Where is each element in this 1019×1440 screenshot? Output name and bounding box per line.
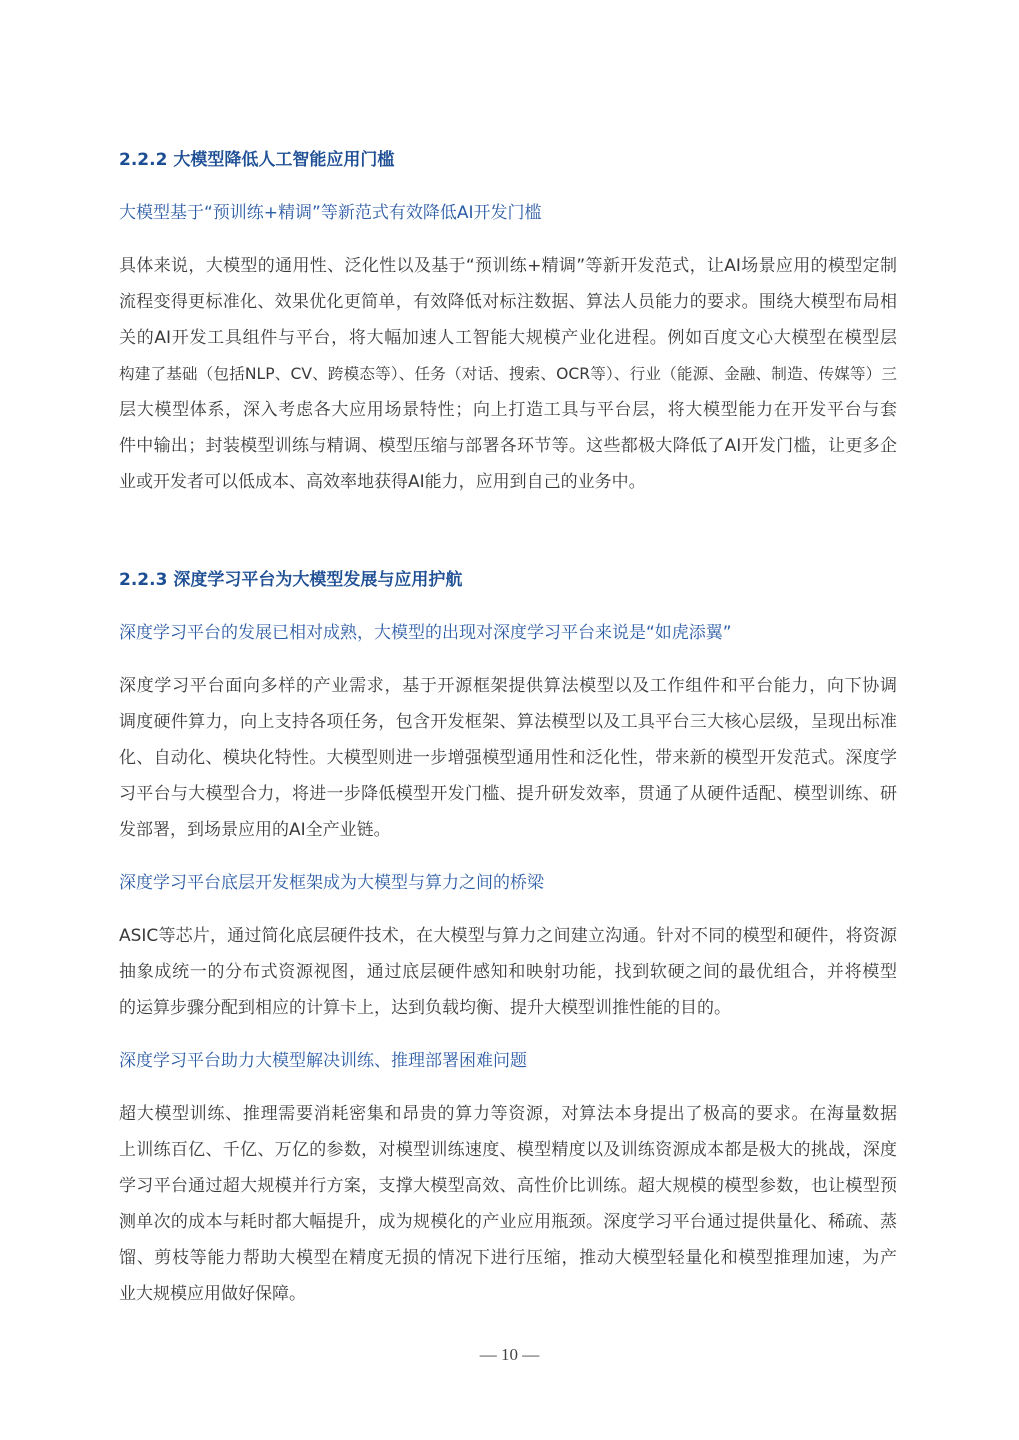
paragraph-line: 业或开发者可以低成本、高效率地获得AI能力，应用到自己的业务中。 xyxy=(119,472,646,492)
subheading: 大模型基于“预训练+精调”等新范式有效降低AI开发门槛 xyxy=(119,203,542,223)
paragraph-line: 馏、剪枝等能力帮助大模型在精度无损的情况下进行压缩，推动大模型轻量化和模型推理加速，为产 xyxy=(119,1248,897,1268)
section-2-2-3 xyxy=(119,562,897,1312)
paragraph-line: 调度硬件算力，向上支持各项任务，包含开发框架、算法模型以及工具平台三大核心层级，呈现出标准 xyxy=(119,712,897,732)
subheading: 深度学习平台底层开发框架成为大模型与算力之间的桥梁 xyxy=(119,873,544,893)
paragraph-line: 超大模型训练、推理需要消耗密集和昂贵的算力等资源，对算法本身提出了极高的要求。在海量数据 xyxy=(119,1104,897,1124)
topic-block xyxy=(119,1043,897,1312)
paragraph-line: 业大规模应用做好保障。 xyxy=(119,1284,306,1304)
paragraph-line: 层大模型体系，深入考虑各大应用场景特性；向上打造工具与平台层，将大模型能力在开发平台与套 xyxy=(119,400,897,420)
subheading: 深度学习平台的发展已相对成熟，大模型的出现对深度学习平台来说是“如虎添翼” xyxy=(119,623,732,643)
topic-block xyxy=(119,615,897,848)
paragraph-line: 深度学习平台面向多样的产业需求，基于开源框架提供算法模型以及工作组件和平台能力，向下协调 xyxy=(119,676,897,696)
paragraph-line: 流程变得更标准化、效果优化更简单，有效降低对标注数据、算法人员能力的要求。围绕大模型布局相 xyxy=(119,292,897,312)
paragraph-line: 件中输出；封装模型训练与精调、模型压缩与部署各环节等。这些都极大降低了AI开发门槛，让更多企 xyxy=(119,436,897,456)
topic-block xyxy=(119,195,897,500)
page-content xyxy=(119,142,897,1312)
paragraph-line: 习平台与大模型合力，将进一步降低模型开发门槛、提升研发效率，贯通了从硬件适配、模型训练、研 xyxy=(119,784,897,804)
paragraph-line: 的运算步骤分配到相应的计算卡上，达到负载均衡、提升大模型训推性能的目的。 xyxy=(119,998,731,1018)
section-heading: 2.2.3 深度学习平台为大模型发展与应用护航 xyxy=(119,570,463,590)
paragraph-line: 测单次的成本与耗时都大幅提升，成为规模化的产业应用瓶颈。深度学习平台通过提供量化、稀疏、蒸 xyxy=(119,1212,897,1232)
section-heading: 2.2.2 大模型降低人工智能应用门槛 xyxy=(119,150,395,170)
paragraph-line: 发部署，到场景应用的AI全产业链。 xyxy=(119,820,391,840)
paragraph xyxy=(119,668,897,848)
subheading: 深度学习平台助力大模型解决训练、推理部署困难问题 xyxy=(119,1051,527,1071)
paragraph-line: 抽象成统一的分布式资源视图，通过底层硬件感知和映射功能，找到软硬之间的最优组合，并将模型 xyxy=(119,962,897,982)
paragraph xyxy=(119,1096,897,1312)
topic-block xyxy=(119,865,897,1026)
paragraph-line: ASIC等芯片，通过简化底层硬件技术，在大模型与算力之间建立沟通。针对不同的模型和硬件，将资源 xyxy=(119,926,897,946)
paragraph-line: 具体来说，大模型的通用性、泛化性以及基于“预训练+精调”等新开发范式，让AI场景应用的模型定制 xyxy=(119,256,897,276)
section-2-2-2 xyxy=(119,142,897,500)
page-number: — 10 — xyxy=(479,1345,540,1364)
paragraph-line: 学习平台通过超大规模并行方案，支撑大模型高效、高性价比训练。超大规模的模型参数，也让模型预 xyxy=(119,1176,897,1196)
paragraph-line: 上训练百亿、千亿、万亿的参数，对模型训练速度、模型精度以及训练资源成本都是极大的挑战，深度 xyxy=(119,1140,897,1160)
paragraph xyxy=(119,918,897,1026)
paragraph xyxy=(119,248,897,500)
paragraph-line: 关的AI开发工具组件与平台，将大幅加速人工智能大规模产业化进程。例如百度文心大模型在模型层 xyxy=(119,328,897,348)
paragraph-line: 化、自动化、模块化特性。大模型则进一步增强模型通用性和泛化性，带来新的模型开发范式。深度学 xyxy=(119,748,897,768)
paragraph-line: 构建了基础（包括NLP、CV、跨模态等）、任务（对话、搜索、OCR等）、行业（能源、金融、制造、传媒等）三 xyxy=(119,365,897,383)
